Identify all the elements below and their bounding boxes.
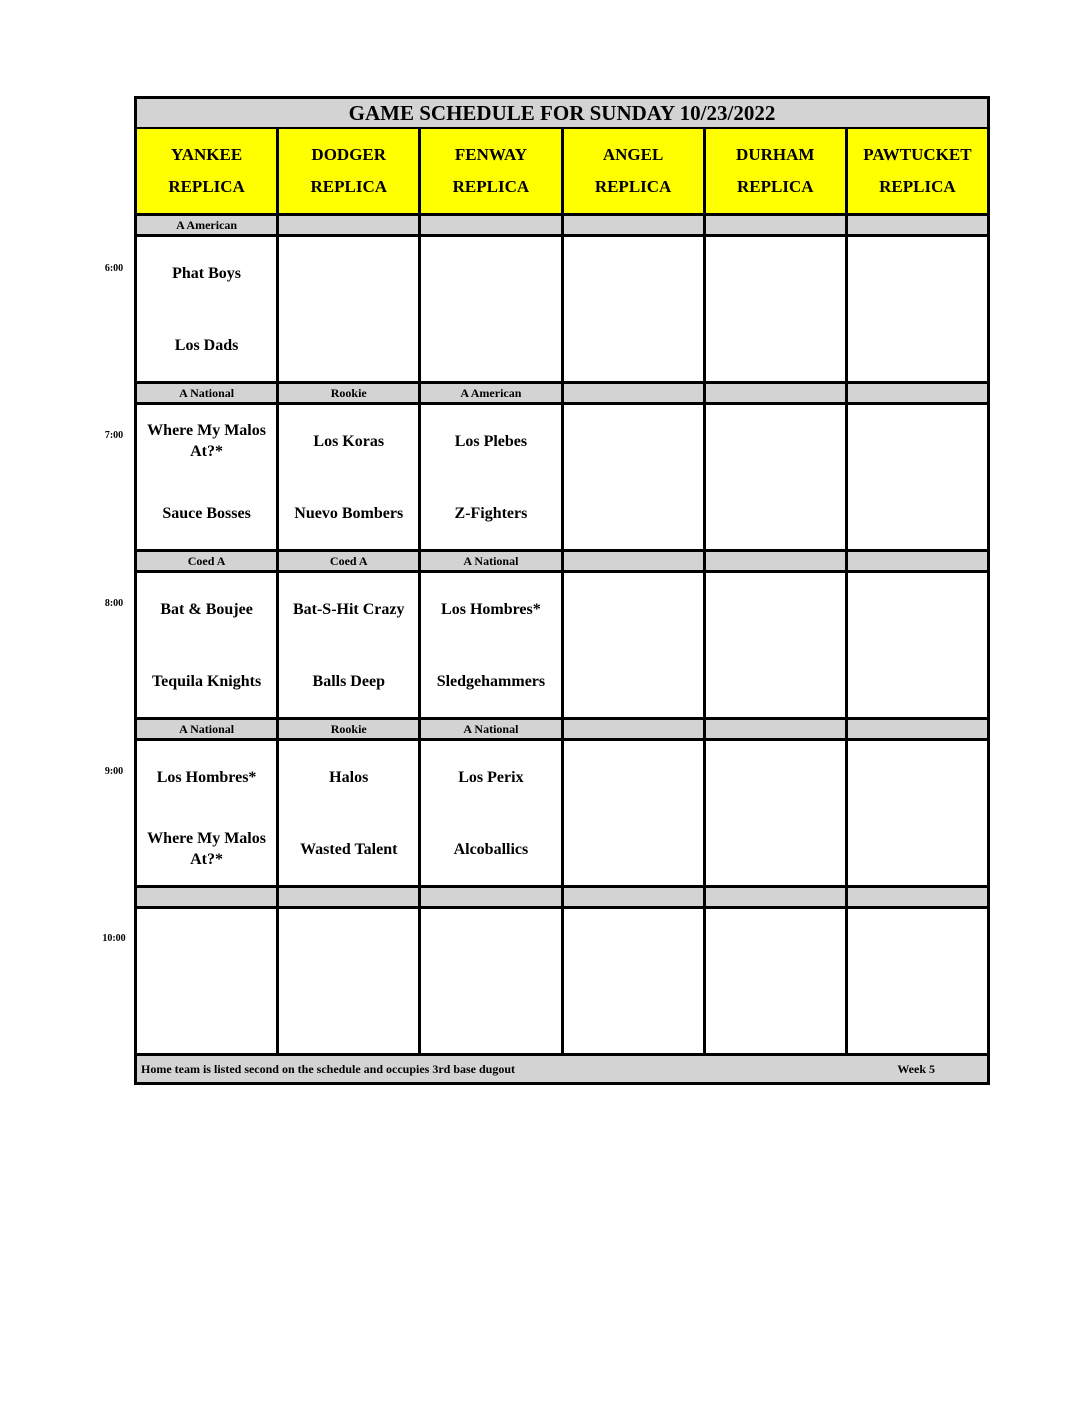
away-team: Los Plebes [454,432,528,450]
game-cell [137,741,276,885]
field-header [564,129,703,213]
division-label [564,720,703,738]
home-team [706,981,845,1053]
division-label [706,888,845,906]
home-team [706,477,845,549]
division-row [137,384,987,402]
field-header [421,129,560,213]
home-team [564,981,703,1053]
home-team [706,309,845,381]
division-label: Coed A [279,552,418,570]
game-row [137,237,987,381]
division-row [137,216,987,234]
away-team [564,909,703,981]
game-cell [848,741,987,885]
away-team: Los Perix [458,768,524,786]
game-cell [848,405,987,549]
game-cell [706,573,845,717]
home-team: Z-Fighters [454,504,528,522]
division-label [564,216,703,234]
division-label [848,216,987,234]
away-team [848,573,987,645]
home-team: Los Dads [174,336,239,354]
game-cell [137,909,276,1053]
field-type: REPLICA [879,177,956,196]
home-team [564,645,703,717]
away-team [421,909,560,981]
division-label [848,888,987,906]
home-team [848,813,987,885]
time-slots [137,213,987,1053]
game-cell [421,573,560,717]
home-team [848,645,987,717]
home-team: Alcoballics [453,840,529,858]
division-label: Rookie [279,720,418,738]
away-team [706,741,845,813]
away-team [279,909,418,981]
home-team: Tequila Knights [151,672,262,690]
away-team: Where My Malos At?* [147,422,266,460]
field-name: DURHAM [736,145,815,164]
field-name: DODGER [311,145,387,164]
week-label: Week 5 [897,1061,935,1076]
away-team [564,741,703,813]
division-label [564,888,703,906]
time-label: 7:00 [104,430,124,441]
home-team [706,645,845,717]
home-team: Sledgehammers [436,672,546,690]
game-cell [137,573,276,717]
game-cell [137,405,276,549]
away-team [564,237,703,309]
home-team: Wasted Talent [300,840,398,858]
division-label: A National [421,720,560,738]
field-header [848,129,987,213]
home-team [848,981,987,1053]
division-label: Coed A [137,552,276,570]
game-cell [848,573,987,717]
home-team: Sauce Bosses [162,504,251,522]
home-team [421,309,560,381]
away-team: Halos [329,768,369,786]
field-name: YANKEE [170,145,243,164]
division-label [848,720,987,738]
home-team: Balls Deep [312,672,385,690]
division-label: A National [137,384,276,402]
home-team [706,813,845,885]
away-team: Los Hombres* [156,768,257,786]
game-cell [848,237,987,381]
division-label [421,888,560,906]
game-cell [848,909,987,1053]
away-team [706,237,845,309]
field-name: ANGEL [602,145,664,164]
game-cell [279,573,418,717]
division-label [706,384,845,402]
away-team [421,237,560,309]
away-team [706,405,845,477]
division-row [137,552,987,570]
away-team [848,405,987,477]
game-cell [279,909,418,1053]
field-header [279,129,418,213]
division-label [564,552,703,570]
game-cell [279,237,418,381]
division-label [848,552,987,570]
field-header-row [137,129,987,213]
time-label: 8:00 [104,598,124,609]
away-team [848,237,987,309]
home-team [564,477,703,549]
away-team: Los Hombres* [441,600,541,618]
game-row [137,405,987,549]
division-label: A National [137,720,276,738]
game-cell [421,237,560,381]
game-row [137,741,987,885]
division-label [279,888,418,906]
field-type: REPLICA [736,177,814,196]
field-name: FENWAY [454,145,527,164]
game-cell [706,909,845,1053]
game-row [137,573,987,717]
home-team [421,981,560,1053]
division-label: A American [421,384,560,402]
game-cell [137,237,276,381]
home-team [564,309,703,381]
away-team: Bat-S-Hit Crazy [292,600,405,618]
home-team [279,309,418,381]
away-team [137,909,276,981]
field-type: REPLICA [168,177,245,196]
field-header [706,129,845,213]
home-team: Where My Malos At?* [147,830,266,868]
away-team: Los Koras [313,432,385,450]
field-type: REPLICA [310,177,387,196]
division-label [137,888,276,906]
division-label [706,552,845,570]
field-type: REPLICA [594,177,672,196]
field-type: REPLICA [452,177,530,196]
time-label: 9:00 [104,766,124,777]
division-row [137,888,987,906]
game-cell [564,741,703,885]
game-cell [706,237,845,381]
time-label: 6:00 [104,263,124,274]
division-row [137,720,987,738]
division-label [421,216,560,234]
footer-note: Home team is listed second on the schedule and occupies 3rd base dugout [141,1061,516,1076]
game-cell [706,405,845,549]
division-label: A American [137,216,276,234]
game-cell [279,405,418,549]
division-label [848,384,987,402]
game-cell [564,405,703,549]
game-cell [421,909,560,1053]
away-team: Phat Boys [172,264,242,282]
away-team [706,573,845,645]
division-label: A National [421,552,560,570]
schedule-table [134,96,990,1085]
away-team [848,909,987,981]
away-team [848,741,987,813]
away-team [706,909,845,981]
home-team [848,309,987,381]
page-title: GAME SCHEDULE FOR SUNDAY 10/23/2022 [137,99,987,129]
home-team [564,813,703,885]
away-team [279,237,418,309]
footer [137,1056,987,1082]
division-label [706,720,845,738]
division-label [564,384,703,402]
game-cell [706,741,845,885]
home-team [279,981,418,1053]
home-team [137,981,276,1053]
away-team: Bat & Boujee [160,600,253,618]
field-name: PAWTUCKET [863,145,972,164]
game-row [137,909,987,1053]
away-team [564,573,703,645]
time-label: 10:00 [102,933,126,944]
field-header [137,129,276,213]
game-cell [564,237,703,381]
game-cell [564,909,703,1053]
division-label [706,216,845,234]
home-team [848,477,987,549]
away-team [564,405,703,477]
game-cell [564,573,703,717]
game-cell [421,741,560,885]
home-team: Nuevo Bombers [294,504,404,522]
division-label [279,216,418,234]
division-label: Rookie [279,384,418,402]
game-cell [421,405,560,549]
game-cell [279,741,418,885]
